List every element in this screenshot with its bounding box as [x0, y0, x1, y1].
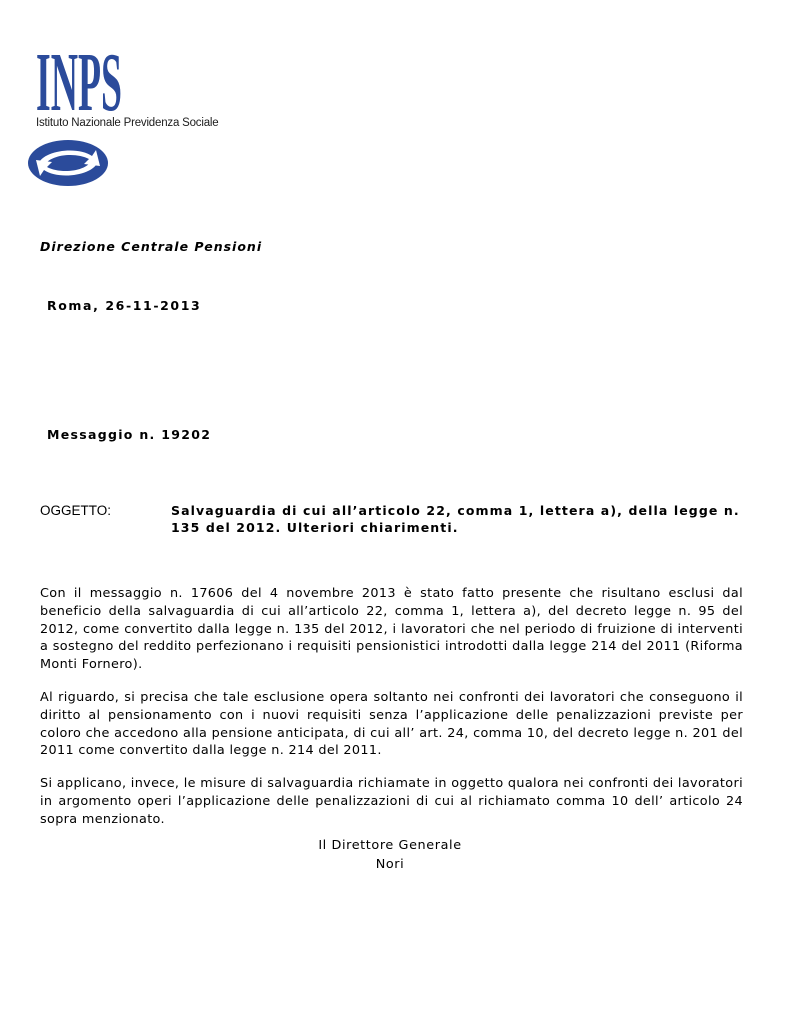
body-paragraph: Con il messaggio n. 17606 del 4 novembre 2013 è stato fatto presente che risultano esclusi dal beneficio della salvaguardia di cui all’articolo 22, comma 1, lettera a), del decreto legge n. 95 del 2012, come convertito dalla legge n. 135 del 2012, i lavoratori che nel periodo di fruizione di interventi a sostegno del reddito perfezionano i requisiti pensionistici introdotti dalla legge 214 del 2011 (Riforma Monti Fornero). — [40, 586, 743, 673]
signatory-title: Il Direttore Generale — [318, 838, 462, 853]
message-number: Messaggio n. 19202 — [47, 427, 212, 442]
inps-logo — [36, 44, 126, 114]
signature-block — [290, 836, 490, 874]
logo-subtitle: Istituto Nazionale Previdenza Sociale — [36, 117, 219, 129]
department-name: Direzione Centrale Pensioni — [40, 239, 263, 254]
document-date: Roma, 26-11-2013 — [47, 298, 202, 313]
message-body — [40, 585, 743, 844]
logo-wordmark-text: INPS — [36, 44, 122, 114]
body-paragraph: Si applicano, invece, le misure di salvaguardia richiamate in oggetto qualora nei confronti dei lavoratori in argomento operi l’applicazione delle penalizzazioni di cui al richiamato comma 10 dell’ articolo 24 sopra menzionato. — [40, 776, 743, 827]
signatory-name: Nori — [375, 857, 405, 872]
body-paragraph: Al riguardo, si precisa che tale esclusione opera soltanto nei confronti dei lavoratori che conseguono il diritto al pensionamento con i nuovi requisiti senza l’applicazione delle penalizzazioni previste per coloro che accedono alla pensione anticipata, di cui all’ art. 24, comma 10, del decreto legge n. 201 del 2011 come convertito dalla legge n. 214 del 2011. — [40, 689, 743, 759]
subject-label: OGGETTO: — [40, 503, 112, 518]
subject-text: Salvaguardia di cui all’articolo 22, comma 1, lettera a), della legge n. 135 del 2012. Ulteriori chiarimenti. — [171, 503, 740, 535]
inps-emblem-icon — [26, 138, 110, 188]
